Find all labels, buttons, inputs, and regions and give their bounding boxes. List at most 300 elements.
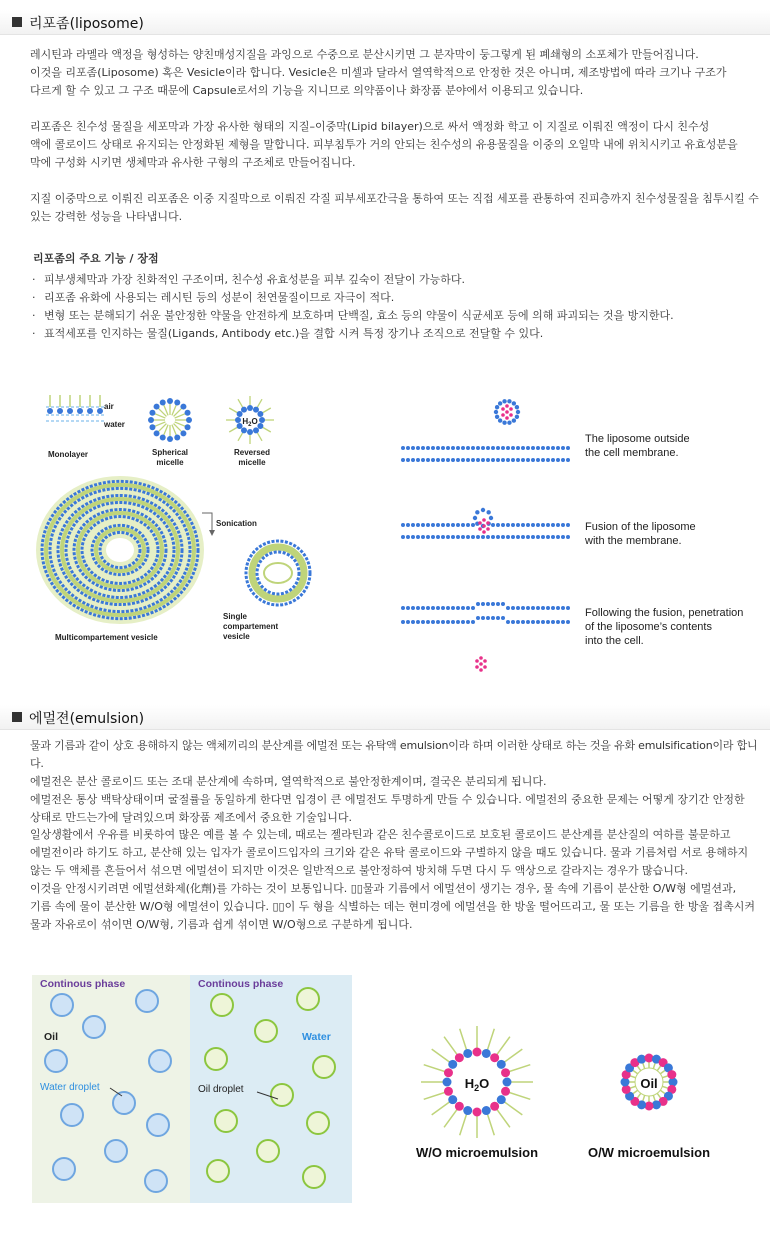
membrane-head bbox=[506, 446, 510, 450]
lipid-head bbox=[77, 408, 83, 414]
air-label: air bbox=[104, 402, 114, 411]
lipid-head bbox=[87, 408, 93, 414]
lipid-head bbox=[148, 417, 154, 423]
membrane-head bbox=[461, 606, 465, 610]
membrane-head bbox=[436, 606, 440, 610]
surfactant-head bbox=[501, 1087, 510, 1096]
oil-droplet bbox=[257, 1140, 279, 1162]
membrane-head bbox=[426, 620, 430, 624]
membrane-head bbox=[456, 458, 460, 462]
membrane-head bbox=[496, 535, 500, 539]
single-label-2: compartement bbox=[223, 622, 279, 631]
lipid-head bbox=[495, 405, 499, 409]
membrane-head bbox=[421, 606, 425, 610]
content-particle bbox=[501, 413, 505, 417]
lipid-head bbox=[502, 399, 506, 403]
membrane-head bbox=[511, 606, 515, 610]
membrane-head bbox=[531, 523, 535, 527]
membrane-head bbox=[546, 523, 550, 527]
membrane-head bbox=[446, 458, 450, 462]
text-line: 상태로 만드는가에 달려있으며 화장품 제조에서 중요한 기술입니다. bbox=[30, 811, 353, 824]
lipid-head bbox=[180, 430, 186, 436]
bullet-square-icon bbox=[12, 712, 22, 722]
membrane-head bbox=[441, 606, 445, 610]
surfactant-head bbox=[667, 1070, 676, 1079]
single-label-3: vesicle bbox=[223, 632, 250, 641]
membrane-head bbox=[511, 620, 515, 624]
emulsion-phases-diagram bbox=[32, 975, 352, 1203]
membrane-head bbox=[451, 535, 455, 539]
membrane-head bbox=[451, 458, 455, 462]
membrane-head bbox=[426, 606, 430, 610]
membrane-head bbox=[456, 523, 460, 527]
membrane-head bbox=[521, 458, 525, 462]
membrane-head bbox=[516, 620, 520, 624]
oil-droplet bbox=[303, 1166, 325, 1188]
content-particle bbox=[478, 527, 482, 531]
surfactant-head bbox=[473, 1048, 482, 1057]
text-line: 막에 구성화 시키면 생체막과 유사한 구형의 구조체로 만들어집니다. bbox=[30, 156, 356, 169]
lipid-head bbox=[502, 421, 506, 425]
membrane-head bbox=[406, 523, 410, 527]
wo-microemulsion-label: W/O microemulsion bbox=[415, 1145, 539, 1160]
liposome-heading: 리포좀(liposome) bbox=[29, 16, 144, 32]
lipid-head bbox=[257, 411, 263, 417]
membrane-head bbox=[471, 446, 475, 450]
membrane-head bbox=[401, 606, 405, 610]
oil-droplet bbox=[255, 1020, 277, 1042]
membrane-head bbox=[426, 446, 430, 450]
water-droplet bbox=[105, 1140, 127, 1162]
membrane-head bbox=[546, 458, 550, 462]
membrane-head bbox=[486, 535, 490, 539]
membrane-head bbox=[491, 523, 495, 527]
text-line: 물과 기름과 같이 상호 용해하지 않는 액체끼리의 분산계를 에멀전 또는 유탁액 emulsion이라 하며 이러한 상태로 하는 것을 유화 emulsification이라 합니다. bbox=[30, 739, 758, 770]
surfactant-head bbox=[497, 1095, 506, 1104]
lipid-head bbox=[235, 417, 241, 423]
surfactant-head bbox=[497, 1060, 506, 1069]
monolayer-label: Monolayer bbox=[48, 450, 89, 459]
list-item: · 피부생체막과 가장 친화적인 구조이며, 친수성 유효성분을 피부 깊숙이 전달이 가능하다. bbox=[30, 271, 765, 289]
reversed-h2o-label: $H_2O$ bbox=[242, 417, 258, 428]
membrane-head bbox=[501, 602, 505, 606]
membrane-head bbox=[401, 458, 405, 462]
membrane-head bbox=[456, 446, 460, 450]
emulsion-paragraph-2 bbox=[30, 826, 765, 934]
lipid-head bbox=[174, 435, 180, 441]
membrane-head bbox=[431, 535, 435, 539]
membrane-head bbox=[421, 620, 425, 624]
membrane-head bbox=[441, 446, 445, 450]
membrane-head bbox=[551, 606, 555, 610]
lipid-head bbox=[180, 404, 186, 410]
membrane-head bbox=[436, 446, 440, 450]
membrane-head bbox=[516, 446, 520, 450]
membrane-head bbox=[536, 458, 540, 462]
water-label: water bbox=[104, 420, 125, 429]
membrane-head bbox=[541, 535, 545, 539]
surfactant-head bbox=[443, 1078, 452, 1087]
membrane-head bbox=[511, 535, 515, 539]
step3-line3: into the cell. bbox=[585, 635, 644, 647]
membrane-head bbox=[441, 620, 445, 624]
membrane-head bbox=[521, 535, 525, 539]
membrane-head bbox=[446, 535, 450, 539]
lipid-head bbox=[253, 427, 259, 433]
spherical-label-1: Spherical bbox=[151, 448, 189, 457]
lipid-head bbox=[515, 415, 519, 419]
membrane-head bbox=[551, 458, 555, 462]
membrane-head bbox=[511, 446, 515, 450]
membrane-head bbox=[486, 616, 490, 620]
content-particle bbox=[501, 407, 505, 411]
oil-droplet bbox=[307, 1112, 329, 1134]
membrane-head bbox=[566, 523, 570, 527]
ow-microemulsion-label: O/W microemulsion bbox=[587, 1145, 711, 1160]
text-line: 이것을 안정시키려면 에멀션화제(化劑)를 가하는 것이 보통입니다. ▯▯물과 기름에서 에멀션이 생기는 경우, 물 속에 기름이 분산한 O/W형 에멀션과, bbox=[30, 882, 737, 895]
oil-droplet bbox=[297, 988, 319, 1010]
list-item: · 변형 또는 분해되기 쉬운 불안정한 약물을 안전하게 보호하며 단백질, 효소 등의 약물이 식균세포 등에 의해 파괴되는 것을 방지한다. bbox=[30, 307, 765, 325]
membrane-head bbox=[506, 458, 510, 462]
membrane-head bbox=[406, 606, 410, 610]
water-droplet bbox=[147, 1114, 169, 1136]
content-particle bbox=[509, 407, 513, 411]
text-line: 액에 콜로이드 상태로 유지되는 안정화된 제형을 말합니다. 피부침투가 거의 안되는 친수성의 유용물질을 이중의 오일막 내에 위치시키고 유효성분을 bbox=[30, 138, 738, 151]
membrane-head bbox=[506, 523, 510, 527]
membrane-head bbox=[476, 458, 480, 462]
membrane-head bbox=[536, 620, 540, 624]
lipid-head bbox=[185, 424, 191, 430]
oil-droplet bbox=[271, 1084, 293, 1106]
surfactant-head bbox=[444, 1068, 453, 1077]
membrane-head bbox=[501, 458, 505, 462]
surfactant-head bbox=[482, 1106, 491, 1115]
list-item: · 리포좀 유화에 사용되는 레시틴 등의 성분이 천연물질이므로 자극이 적다. bbox=[30, 289, 765, 307]
lipid-head bbox=[512, 418, 516, 422]
bullet-square-icon bbox=[12, 17, 22, 27]
surfactant-head bbox=[448, 1060, 457, 1069]
vesicle-core bbox=[106, 538, 134, 562]
membrane-head bbox=[551, 446, 555, 450]
membrane-head bbox=[526, 446, 530, 450]
lipid-head bbox=[247, 405, 253, 411]
liposome-section-header bbox=[0, 10, 770, 35]
oil-label: Oil bbox=[44, 1031, 59, 1043]
lipid-head bbox=[494, 410, 498, 414]
membrane-head bbox=[411, 535, 415, 539]
single-compartement-vesicle-figure bbox=[246, 541, 310, 605]
membrane-head bbox=[431, 523, 435, 527]
membrane-head bbox=[431, 458, 435, 462]
membrane-head bbox=[416, 523, 420, 527]
membrane-head bbox=[401, 446, 405, 450]
membrane-head bbox=[466, 535, 470, 539]
membrane-head bbox=[416, 606, 420, 610]
liposome-fusion-diagram bbox=[395, 390, 765, 680]
membrane-head bbox=[501, 616, 505, 620]
surfactant-head bbox=[503, 1078, 512, 1087]
lipid-head bbox=[241, 427, 247, 433]
water-droplet-label: Water droplet bbox=[40, 1082, 100, 1093]
lipid-head bbox=[97, 408, 103, 414]
lipid-head bbox=[486, 510, 490, 514]
membrane-head bbox=[561, 458, 565, 462]
content-particle bbox=[483, 659, 487, 663]
membrane-head bbox=[561, 535, 565, 539]
membrane-head bbox=[446, 523, 450, 527]
continous-phase-right-label: Continous phase bbox=[198, 978, 284, 990]
membrane-head bbox=[461, 523, 465, 527]
water-droplet bbox=[149, 1050, 171, 1072]
membrane-head bbox=[521, 523, 525, 527]
reversed-micelle-figure bbox=[226, 396, 274, 444]
lipid-head bbox=[67, 408, 73, 414]
lipid-head bbox=[498, 418, 502, 422]
lipid-head bbox=[253, 407, 259, 413]
membrane-head bbox=[471, 458, 475, 462]
membrane-head bbox=[461, 446, 465, 450]
membrane-head bbox=[561, 620, 565, 624]
membrane-head bbox=[436, 523, 440, 527]
vesicle-core bbox=[264, 563, 292, 583]
reversed-label-2: micelle bbox=[238, 458, 266, 467]
lipid-head bbox=[512, 401, 516, 405]
membrane-head bbox=[481, 458, 485, 462]
membrane-head bbox=[541, 606, 545, 610]
spherical-label-2: micelle bbox=[156, 458, 184, 467]
membrane-head bbox=[561, 523, 565, 527]
continous-phase-left-label: Continous phase bbox=[40, 978, 126, 990]
membrane-head bbox=[406, 535, 410, 539]
membrane-head bbox=[406, 620, 410, 624]
membrane-head bbox=[526, 523, 530, 527]
membrane-head bbox=[476, 446, 480, 450]
lipid-head bbox=[259, 417, 265, 423]
membrane-head bbox=[546, 620, 550, 624]
text-line: 에멀전이라 하기도 하고, 분산해 있는 입자가 콜로이드입자의 크기와 같은 유탁 콜로이드와 구별하지 않을 때도 있습니다. 물과 기름처럼 서로 용해하지 bbox=[30, 846, 749, 859]
lipid-head bbox=[160, 399, 166, 405]
membrane-head bbox=[421, 535, 425, 539]
membrane-head bbox=[501, 535, 505, 539]
membrane-head bbox=[451, 446, 455, 450]
membrane-head bbox=[416, 458, 420, 462]
membrane-head bbox=[531, 606, 535, 610]
lipid-head bbox=[516, 410, 520, 414]
membrane-head bbox=[426, 523, 430, 527]
surfactant-head bbox=[490, 1102, 499, 1111]
membrane-head bbox=[451, 523, 455, 527]
membrane-head bbox=[556, 620, 560, 624]
step2-line1: Fusion of the liposome bbox=[585, 521, 696, 533]
membrane-head bbox=[426, 535, 430, 539]
membrane-head bbox=[471, 620, 475, 624]
text-line: 다르게 할 수 있고 그 구조 때문에 Capsule로서의 기능을 지니므로 의약품이나 화장품 분야에서 이용되고 있습니다. bbox=[30, 84, 584, 97]
content-particle bbox=[482, 524, 486, 528]
membrane-head bbox=[556, 523, 560, 527]
membrane-head bbox=[461, 535, 465, 539]
membrane-head bbox=[536, 523, 540, 527]
lipid-head bbox=[475, 510, 479, 514]
surfactant-head bbox=[463, 1106, 472, 1115]
membrane-head bbox=[506, 535, 510, 539]
membrane-head bbox=[516, 458, 520, 462]
content-particle bbox=[486, 521, 490, 525]
membrane-head bbox=[481, 616, 485, 620]
membrane-head bbox=[481, 446, 485, 450]
step3-line1: Following the fusion, penetration bbox=[585, 607, 744, 619]
membrane-head bbox=[506, 606, 510, 610]
lipid-head bbox=[154, 430, 160, 436]
membrane-head bbox=[491, 458, 495, 462]
membrane-head bbox=[411, 446, 415, 450]
membrane-head bbox=[566, 606, 570, 610]
spherical-micelle-figure bbox=[148, 398, 192, 442]
membrane-head bbox=[486, 602, 490, 606]
emulsion-paragraph-1 bbox=[30, 737, 765, 827]
oil-droplet bbox=[207, 1160, 229, 1182]
lipid-head bbox=[185, 410, 191, 416]
membrane-head bbox=[401, 620, 405, 624]
water-droplet bbox=[53, 1158, 75, 1180]
membrane-head bbox=[516, 535, 520, 539]
membrane-head bbox=[471, 606, 475, 610]
membrane-head bbox=[496, 458, 500, 462]
content-particle bbox=[505, 410, 509, 414]
membrane-head bbox=[556, 446, 560, 450]
content-particle bbox=[505, 416, 509, 420]
membrane-head bbox=[406, 458, 410, 462]
lipid-head bbox=[149, 410, 155, 416]
surfactant-head bbox=[455, 1053, 464, 1062]
content-particle bbox=[505, 404, 509, 408]
membrane-head bbox=[541, 458, 545, 462]
membrane-head bbox=[476, 535, 480, 539]
membrane-head bbox=[491, 446, 495, 450]
lipid-head bbox=[47, 408, 53, 414]
membrane-head bbox=[476, 602, 480, 606]
surfactant-head bbox=[501, 1068, 510, 1077]
membrane-head bbox=[466, 620, 470, 624]
lipid-head bbox=[186, 417, 192, 423]
membrane-head bbox=[456, 620, 460, 624]
water-droplet bbox=[51, 994, 73, 1016]
text-line: 물과 자유로이 섞이면 O/W형, 기름과 쉽게 섞이면 W/O형으로 구분하게 됩니다. bbox=[30, 918, 413, 931]
text-line: 레시틴과 라멜라 액정을 형성하는 양친매성지질을 과잉으로 수중으로 분산시키면 그 분자막이 둥그렇게 된 폐쇄형의 소포체가 만들어집니다. bbox=[30, 48, 699, 61]
membrane-head bbox=[466, 458, 470, 462]
membrane-head bbox=[486, 458, 490, 462]
membrane-head bbox=[476, 616, 480, 620]
lipid-head bbox=[160, 435, 166, 441]
lipid-head bbox=[57, 408, 63, 414]
features-list bbox=[30, 271, 765, 343]
content-particle bbox=[483, 665, 487, 669]
oil-droplet bbox=[215, 1110, 237, 1132]
surfactant-head bbox=[482, 1049, 491, 1058]
surfactant-head bbox=[448, 1095, 457, 1104]
membrane-head bbox=[516, 606, 520, 610]
membrane-head bbox=[511, 458, 515, 462]
membrane-head bbox=[556, 606, 560, 610]
membrane-head bbox=[446, 446, 450, 450]
membrane-head bbox=[521, 606, 525, 610]
membrane-head bbox=[536, 535, 540, 539]
membrane-head bbox=[431, 620, 435, 624]
liposome-paragraph-3 bbox=[30, 190, 765, 226]
water-droplet bbox=[45, 1050, 67, 1072]
membrane-head bbox=[451, 606, 455, 610]
membrane-head bbox=[401, 535, 405, 539]
content-particle bbox=[479, 668, 483, 672]
content-particle bbox=[486, 527, 490, 531]
membrane-head bbox=[566, 620, 570, 624]
membrane-head bbox=[531, 535, 535, 539]
membrane-head bbox=[531, 446, 535, 450]
step3-line2: of the liposome’s contents bbox=[585, 621, 712, 633]
water-droplet bbox=[136, 990, 158, 1012]
membrane-head bbox=[511, 523, 515, 527]
membrane-head bbox=[441, 523, 445, 527]
liposome-paragraph-1 bbox=[30, 46, 765, 100]
membrane-head bbox=[461, 620, 465, 624]
membrane-head bbox=[546, 606, 550, 610]
membrane-head bbox=[551, 523, 555, 527]
arrow-head-icon bbox=[209, 530, 215, 536]
membrane-head bbox=[411, 523, 415, 527]
lipid-head bbox=[495, 415, 499, 419]
membrane-head bbox=[561, 446, 565, 450]
membrane-head bbox=[426, 458, 430, 462]
membrane-head bbox=[541, 446, 545, 450]
water-droplet bbox=[113, 1092, 135, 1114]
membrane-head bbox=[566, 535, 570, 539]
membrane-head bbox=[496, 602, 500, 606]
lipid-head bbox=[498, 401, 502, 405]
membrane-head bbox=[431, 446, 435, 450]
membrane-head bbox=[566, 446, 570, 450]
membrane-head bbox=[466, 446, 470, 450]
membrane-head bbox=[551, 535, 555, 539]
membrane-head bbox=[446, 606, 450, 610]
membrane-head bbox=[436, 458, 440, 462]
membrane-head bbox=[441, 535, 445, 539]
multicompartement-label: Multicompartement vesicle bbox=[55, 633, 158, 642]
lipid-head bbox=[473, 516, 477, 520]
membrane-head bbox=[496, 616, 500, 620]
membrane-head bbox=[416, 620, 420, 624]
membrane-head bbox=[416, 446, 420, 450]
ow-oil-label: Oil bbox=[640, 1076, 658, 1091]
lipid-head bbox=[515, 405, 519, 409]
membrane-head bbox=[501, 446, 505, 450]
membrane-head bbox=[496, 446, 500, 450]
content-particle bbox=[475, 659, 479, 663]
membrane-head bbox=[491, 535, 495, 539]
membrane-head bbox=[416, 535, 420, 539]
membrane-head bbox=[471, 523, 475, 527]
emulsion-section-header bbox=[0, 705, 770, 730]
membrane-head bbox=[481, 602, 485, 606]
lipid-head bbox=[247, 429, 253, 435]
water-label: Water bbox=[302, 1031, 331, 1043]
lipid-head bbox=[149, 424, 155, 430]
membrane-head bbox=[466, 606, 470, 610]
oil-droplet-label: Oil droplet bbox=[198, 1084, 244, 1095]
membrane-head bbox=[446, 620, 450, 624]
membrane-head bbox=[526, 458, 530, 462]
lipid-structures-diagram bbox=[30, 385, 365, 650]
lipid-head bbox=[241, 407, 247, 413]
membrane-head bbox=[561, 606, 565, 610]
